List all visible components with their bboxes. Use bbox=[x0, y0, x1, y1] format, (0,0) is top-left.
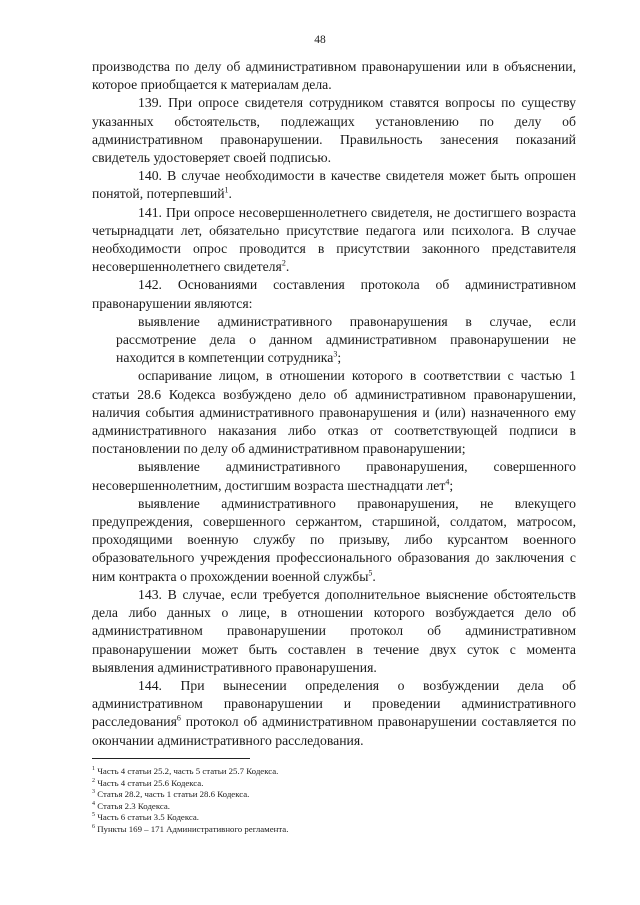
footnote-text: Часть 6 статьи 3.5 Кодекса. bbox=[97, 812, 199, 823]
footnote-marker: 6 bbox=[176, 713, 181, 723]
paragraph-text: 140. В случае необходимости в качестве свидетеля может быть опрошен понятой, потерпевший bbox=[92, 168, 576, 202]
paragraph-text: . bbox=[285, 259, 290, 275]
paragraph-text: 142. Основаниями составления протокола об административном правонарушении являются: bbox=[92, 277, 576, 311]
paragraph bbox=[92, 367, 576, 458]
footnote-text: Статья 2.3 Кодекса. bbox=[97, 800, 171, 811]
paragraph bbox=[92, 313, 576, 368]
paragraph bbox=[92, 495, 576, 586]
footnote-marker: 3 bbox=[333, 349, 338, 359]
footnote bbox=[92, 789, 572, 801]
footnote-text: Часть 4 статьи 25.2, часть 5 статьи 25.7 Кодекса. bbox=[97, 766, 279, 776]
footnote-marker: 2 bbox=[281, 258, 286, 268]
footnote-number: 3 bbox=[92, 789, 95, 796]
paragraph-text: 139. При опросе свидетеля сотрудником ставятся вопросы по существу указанных обстоятельств, подлежащих установлению по делу об административном правонарушении. Правильность занесения показаний свидетель удостоверяет своей подписью. bbox=[92, 95, 576, 166]
footnote-text: Статья 28.2, часть 1 статьи 28.6 Кодекса. bbox=[97, 789, 250, 800]
paragraph-text: 143. В случае, если требуется дополнительное выяснение обстоятельств дела либо данных о лице, в отношении которого возбуждается дело об административном правонарушении протокол об административном правонарушении может быть составлен в течение двух суток с момента выявления административного правонарушения. bbox=[92, 586, 576, 675]
footnote-number: 6 bbox=[92, 824, 95, 831]
paragraph bbox=[92, 677, 576, 750]
paragraph-text: выявление административного правонарушения, совершенного несовершеннолетним, достигшим возраста шестнадцати лет bbox=[92, 459, 576, 493]
paragraph-text: ; bbox=[449, 477, 454, 493]
paragraph-text: 141. При опросе несовершеннолетнего свидетеля, не достигшего возраста четырнадцати лет, обязательно присутствие педагога или психолога. В случае необходимости опрос проводится в присутствии законного представителя несовершеннолетнего свидетеля bbox=[92, 204, 576, 275]
footnote-marker: 5 bbox=[368, 568, 373, 578]
paragraph-text: производства по делу об административном правонарушении или в объяснении, которое приобщается к материалам дела. bbox=[92, 59, 576, 93]
body-text bbox=[92, 58, 576, 750]
paragraph-text: . bbox=[228, 186, 232, 202]
footnotes bbox=[92, 766, 572, 836]
paragraph-text: 144. При вынесении определения о возбуждении дела об административном правонарушении и проведении административного расследования bbox=[92, 677, 576, 730]
footnote bbox=[92, 824, 572, 836]
footnote bbox=[92, 778, 572, 790]
footnote-number: 5 bbox=[92, 812, 95, 819]
paragraph-text: выявление административного правонарушения, не влекущего предупреждения, совершенного сержантом, старшиной, солдатом, матросом, проходящими военную службу по призыву, либо курсантом военного образовательного учреждения профессионального образования до заключения с ним контракта о прохождении военной службы bbox=[92, 495, 576, 584]
footnote-marker: 1 bbox=[224, 185, 229, 195]
footnote-separator bbox=[92, 758, 250, 759]
footnote-number: 4 bbox=[92, 800, 95, 807]
paragraph bbox=[92, 58, 576, 94]
footnote-marker: 4 bbox=[445, 477, 450, 487]
paragraph-text: протокол об административном правонарушении составляется по окончании административного расследования. bbox=[92, 714, 576, 748]
footnote bbox=[92, 766, 572, 778]
footnote-number: 2 bbox=[92, 777, 95, 784]
paragraph-text: выявление административного правонарушения в случае, если рассмотрение дела о данном административном правонарушении не находится в компетенции сотрудника bbox=[116, 313, 576, 366]
paragraph bbox=[92, 94, 576, 167]
paragraph-text: оспаривание лицом, в отношении которого в соответствии с частью 1 статьи 28.6 Кодекса возбуждено дело об административном правонарушении, наличия события административного правонарушения и (или) назначенного ему административного наказания либо отказ от соответствующей подписи в постановлении по делу об административном правонарушении; bbox=[92, 368, 576, 457]
footnote-text: Пункты 169 – 171 Административного регламента. bbox=[97, 823, 289, 834]
footnote-number: 1 bbox=[92, 766, 95, 773]
footnote bbox=[92, 812, 572, 824]
footnote bbox=[92, 801, 572, 813]
paragraph bbox=[92, 458, 576, 494]
paragraph bbox=[92, 586, 576, 677]
paragraph-text: . bbox=[372, 568, 376, 584]
paragraph-text: ; bbox=[337, 350, 342, 366]
paragraph bbox=[92, 276, 576, 312]
paragraph bbox=[92, 204, 576, 277]
paragraph bbox=[92, 167, 576, 203]
footnote-text: Часть 4 статьи 25.6 Кодекса. bbox=[97, 777, 204, 788]
page-number: 48 bbox=[314, 34, 326, 46]
